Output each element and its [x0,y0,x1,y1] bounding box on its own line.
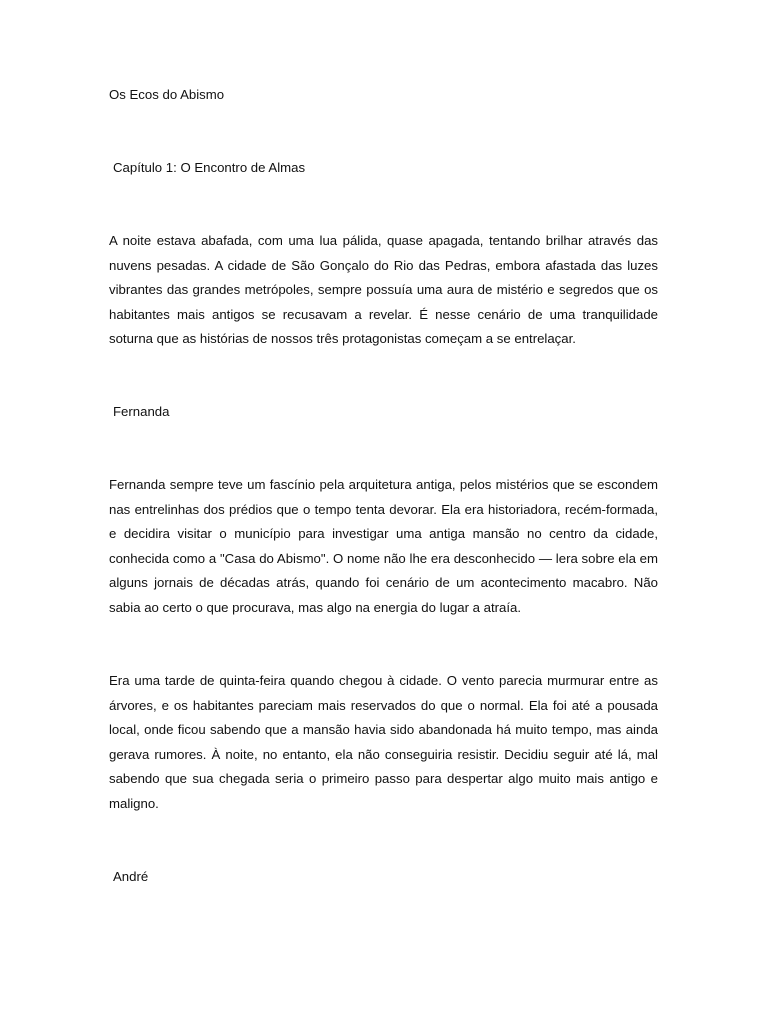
section-heading-andre: André [113,869,149,884]
paragraph-fernanda-2: Era uma tarde de quinta-feira quando chegou à cidade. O vento parecia murmurar entre as árvores, e os habitantes pareciam mais reservados do que o normal. Ela foi até a pousada local, onde ficou sabendo que a mansão havia sido abandonada há muito tempo, mas ainda gerava rumores. À noite, no entanto, ela não conseguiria resistir. Decidiu seguir até lá, mal sabendo que sua chegada seria o primeiro passo para despertar algo muito mais antigo e maligno. [109,673,658,811]
chapter-heading: Capítulo 1: O Encontro de Almas [113,160,306,175]
document-title: Os Ecos do Abismo [109,87,225,102]
section-heading-fernanda: Fernanda [113,404,170,419]
paragraph-fernanda-1: Fernanda sempre teve um fascínio pela arquitetura antiga, pelos mistérios que se escondem nas entrelinhas dos prédios que o tempo tenta devorar. Ela era historiadora, recém-formada, e decidira visitar o município para investigar uma antiga mansão no centro da cidade, conhecida como a "Casa do Abismo". O nome não lhe era desconhecido — lera sobre ela em alguns jornais de décadas atrás, quando foi cenário de um acontecimento macabro. Não sabia ao certo o que procurava, mas algo na energia do lugar a atraía. [109,477,658,615]
paragraph-intro: A noite estava abafada, com uma lua pálida, quase apagada, tentando brilhar através das nuvens pesadas. A cidade de São Gonçalo do Rio das Pedras, embora afastada das luzes vibrantes das grandes metrópoles, sempre possuía uma aura de mistério e segredos que os habitantes mais antigos se recusavam a revelar. É nesse cenário de uma tranquilidade soturna que as histórias de nossos três protagonistas começam a se entrelaçar. [109,233,658,347]
